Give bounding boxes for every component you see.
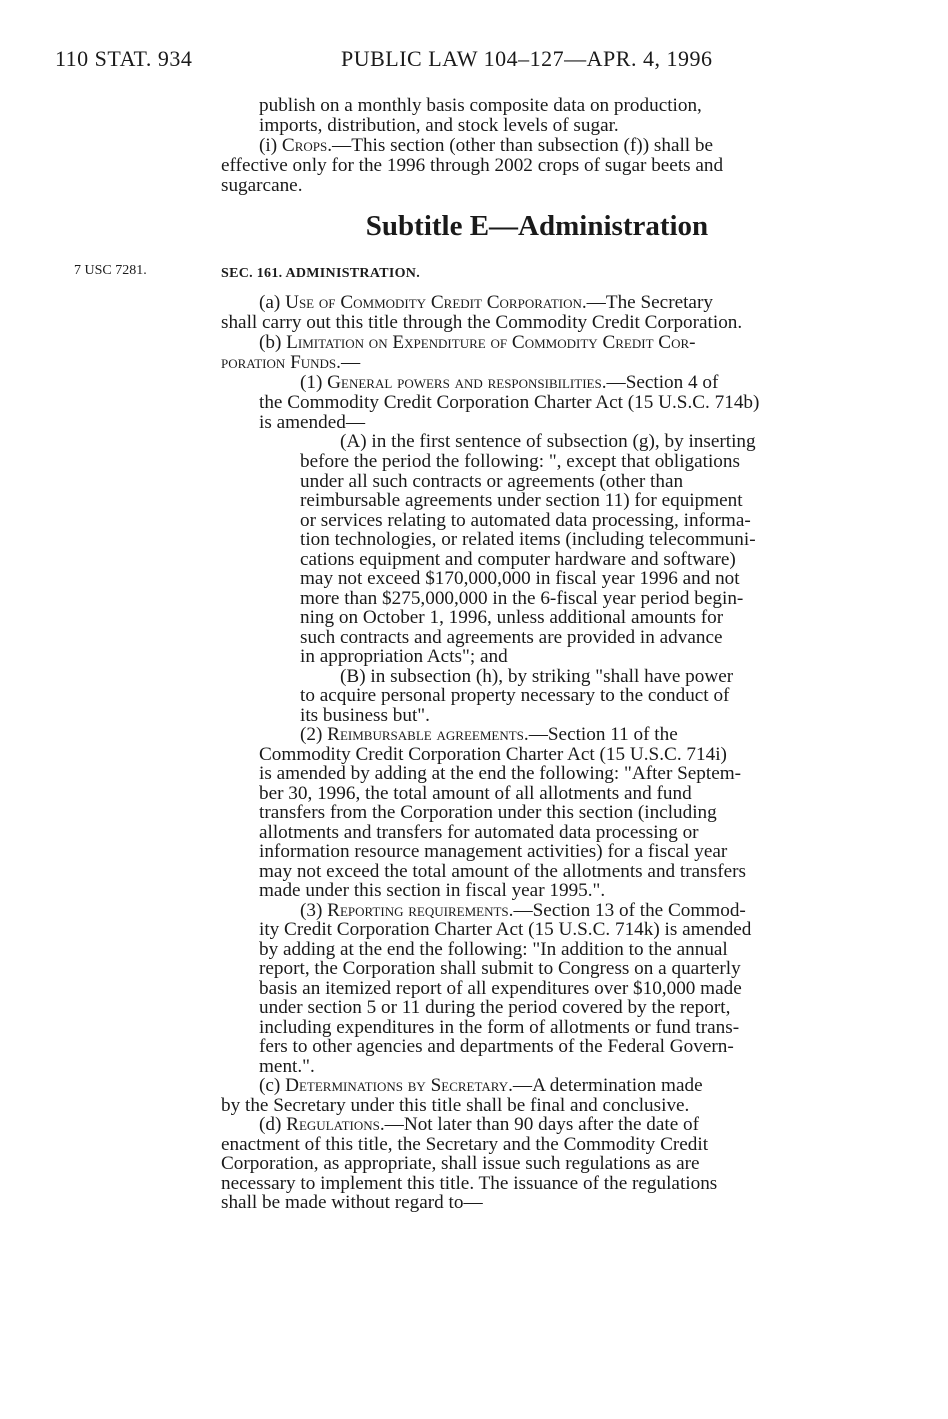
text-run: under all such contracts or agreements (other than bbox=[300, 471, 684, 492]
text-run: under section 5 or 11 during the period covered by the report, bbox=[259, 997, 731, 1018]
text-run: .—This section (other than subsection (f)) shall be bbox=[327, 135, 714, 156]
text-run: .—Not later than 90 days after the date of bbox=[379, 1114, 700, 1135]
text-line bbox=[300, 628, 722, 648]
text-line bbox=[259, 136, 713, 156]
text-line bbox=[221, 176, 303, 196]
margin-citation: 7 USC 7281. bbox=[74, 263, 147, 278]
text-run: in appropriation Acts"; and bbox=[300, 646, 508, 667]
text-line bbox=[300, 706, 430, 726]
text-run: may not exceed the total amount of the allotments and transfers bbox=[259, 861, 746, 882]
text-run: by adding at the end the following: "In addition to the annual bbox=[259, 939, 728, 960]
text-line bbox=[300, 511, 751, 531]
text-line bbox=[300, 569, 740, 589]
text-line bbox=[300, 550, 736, 570]
text-run: allotments and transfers for automated data processing or bbox=[259, 822, 699, 843]
text-line bbox=[300, 589, 743, 609]
text-run: effective only for the 1996 through 2002 crops of sugar beets and bbox=[221, 155, 724, 176]
text-run: .— bbox=[336, 352, 361, 373]
section-heading: SEC. 161. ADMINISTRATION. bbox=[221, 266, 420, 281]
text-run: Commodity Credit Corporation Charter Act (15 U.S.C. 714i) bbox=[259, 744, 727, 765]
text-line bbox=[259, 940, 728, 960]
text-line bbox=[340, 432, 756, 452]
small-caps-heading: Reimbursable agreements bbox=[327, 724, 524, 745]
text-run: imports, distribution, and stock levels of sugar. bbox=[259, 115, 619, 136]
text-run: (1) bbox=[300, 372, 328, 393]
text-line bbox=[259, 745, 727, 765]
text-line bbox=[221, 353, 360, 373]
text-run: ity Credit Corporation Charter Act (15 U.S.C. 714k) is amended bbox=[259, 919, 752, 940]
text-run: its business but". bbox=[300, 705, 430, 726]
text-run: .—Section 13 of the Commod- bbox=[508, 900, 746, 921]
text-line bbox=[259, 784, 692, 804]
small-caps-heading: poration Funds bbox=[221, 352, 337, 373]
text-line bbox=[259, 1076, 703, 1096]
text-line bbox=[300, 686, 729, 706]
text-line bbox=[221, 1174, 717, 1194]
text-line bbox=[259, 1115, 699, 1135]
text-line bbox=[300, 452, 740, 472]
text-run: information resource management activities) for a fiscal year bbox=[259, 841, 728, 862]
text-line bbox=[259, 764, 741, 784]
text-line bbox=[259, 979, 742, 999]
text-run: ning on October 1, 1996, unless additional amounts for bbox=[300, 607, 724, 628]
text-line bbox=[300, 472, 683, 492]
text-run: the Commodity Credit Corporation Charter Act (15 U.S.C. 714b) bbox=[259, 392, 760, 413]
running-header: PUBLIC LAW 104–127—APR. 4, 1996 bbox=[341, 46, 713, 71]
small-caps-heading: Regulations bbox=[286, 1114, 380, 1135]
text-line bbox=[300, 530, 756, 550]
text-run: shall be made without regard to— bbox=[221, 1192, 483, 1213]
text-run: .—Section 4 of bbox=[601, 372, 719, 393]
text-line bbox=[300, 491, 743, 511]
text-run: report, the Corporation shall submit to Congress on a quarterly bbox=[259, 958, 741, 979]
text-run: (a) bbox=[259, 292, 286, 313]
small-caps-heading: Crops bbox=[281, 135, 328, 156]
text-run: including expenditures in the form of allotments or fund trans- bbox=[259, 1017, 740, 1038]
text-line bbox=[259, 842, 727, 862]
text-run: (A) in the first sentence of subsection (g), by inserting bbox=[340, 431, 756, 452]
text-run: tion technologies, or related items (including telecommuni- bbox=[300, 529, 756, 550]
text-line bbox=[300, 901, 746, 921]
statute-page-number: 110 STAT. 934 bbox=[55, 46, 193, 71]
text-run: before the period the following: ", except that obligations bbox=[300, 451, 740, 472]
text-run: cations equipment and computer hardware and software) bbox=[300, 549, 736, 570]
text-run: shall carry out this title through the Commodity Credit Corporation. bbox=[221, 312, 743, 333]
text-line bbox=[259, 413, 365, 433]
text-line bbox=[259, 920, 751, 940]
text-run: sugarcane. bbox=[221, 175, 303, 196]
text-line bbox=[221, 313, 742, 333]
text-run: .—The Secretary bbox=[581, 292, 713, 313]
text-line bbox=[259, 333, 696, 353]
text-run: (b) bbox=[259, 332, 287, 353]
text-line bbox=[221, 156, 723, 176]
text-run: (c) bbox=[259, 1075, 286, 1096]
text-run: necessary to implement this title. The issuance of the regulations bbox=[221, 1173, 718, 1194]
text-run: ment.". bbox=[259, 1056, 315, 1077]
text-run: (i) bbox=[259, 135, 282, 156]
small-caps-heading: Reporting requirements bbox=[327, 900, 509, 921]
text-line bbox=[300, 647, 508, 667]
text-run: reimbursable agreements under section 11) for equipment bbox=[300, 490, 743, 511]
text-run: (d) bbox=[259, 1114, 287, 1135]
text-run: publish on a monthly basis composite data on production, bbox=[259, 95, 702, 116]
text-line bbox=[300, 608, 723, 628]
text-line bbox=[259, 1018, 739, 1038]
text-run: to acquire personal property necessary to the conduct of bbox=[300, 685, 730, 706]
text-run: more than $275,000,000 in the 6-fiscal year period begin- bbox=[300, 588, 744, 609]
small-caps-heading: Use of Commodity Credit Corporation bbox=[285, 292, 582, 313]
small-caps-heading: Limitation on Expenditure of Commodity Credit Cor- bbox=[286, 332, 696, 353]
text-run: .—A determination made bbox=[508, 1075, 703, 1096]
text-line bbox=[259, 1057, 315, 1077]
text-run: such contracts and agreements are provided in advance bbox=[300, 627, 723, 648]
text-run: ber 30, 1996, the total amount of all allotments and fund bbox=[259, 783, 692, 804]
text-run: fers to other agencies and departments of the Federal Govern- bbox=[259, 1036, 734, 1057]
text-line bbox=[259, 803, 717, 823]
text-run: is amended— bbox=[259, 412, 366, 433]
text-run: .—Section 11 of the bbox=[523, 724, 678, 745]
text-run: is amended by adding at the end the following: "After Septem- bbox=[259, 763, 742, 784]
text-line bbox=[259, 823, 699, 843]
text-line bbox=[259, 393, 759, 413]
text-line bbox=[259, 881, 605, 901]
text-line bbox=[259, 1037, 734, 1057]
text-run: Corporation, as appropriate, shall issue such regulations as are bbox=[221, 1153, 700, 1174]
text-run: (3) bbox=[300, 900, 328, 921]
text-line bbox=[259, 998, 730, 1018]
text-run: transfers from the Corporation under this section (including bbox=[259, 802, 717, 823]
text-line bbox=[259, 959, 741, 979]
text-line bbox=[221, 1154, 700, 1174]
text-line bbox=[259, 116, 619, 136]
text-run: (B) in subsection (h), by striking "shall have power bbox=[340, 666, 734, 687]
text-run: may not exceed $170,000,000 in fiscal year 1996 and not bbox=[300, 568, 740, 589]
text-line bbox=[221, 1193, 483, 1213]
text-line bbox=[300, 725, 678, 745]
text-line bbox=[340, 667, 733, 687]
text-line bbox=[221, 1096, 689, 1116]
text-run: enactment of this title, the Secretary and the Commodity Credit bbox=[221, 1134, 709, 1155]
text-run: (2) bbox=[300, 724, 328, 745]
text-run: by the Secretary under this title shall be final and conclusive. bbox=[221, 1095, 690, 1116]
text-run: basis an itemized report of all expenditures over $10,000 made bbox=[259, 978, 742, 999]
subtitle-heading: Subtitle E—Administration bbox=[365, 210, 709, 242]
text-line bbox=[259, 862, 746, 882]
text-run: or services relating to automated data processing, informa- bbox=[300, 510, 751, 531]
text-run: made under this section in fiscal year 1995.". bbox=[259, 880, 606, 901]
text-line bbox=[221, 1135, 708, 1155]
small-caps-heading: General powers and responsibilities bbox=[327, 372, 602, 393]
small-caps-heading: Determinations by Secretary bbox=[285, 1075, 509, 1096]
text-line bbox=[259, 96, 702, 116]
text-line bbox=[259, 293, 713, 313]
text-line bbox=[300, 373, 718, 393]
